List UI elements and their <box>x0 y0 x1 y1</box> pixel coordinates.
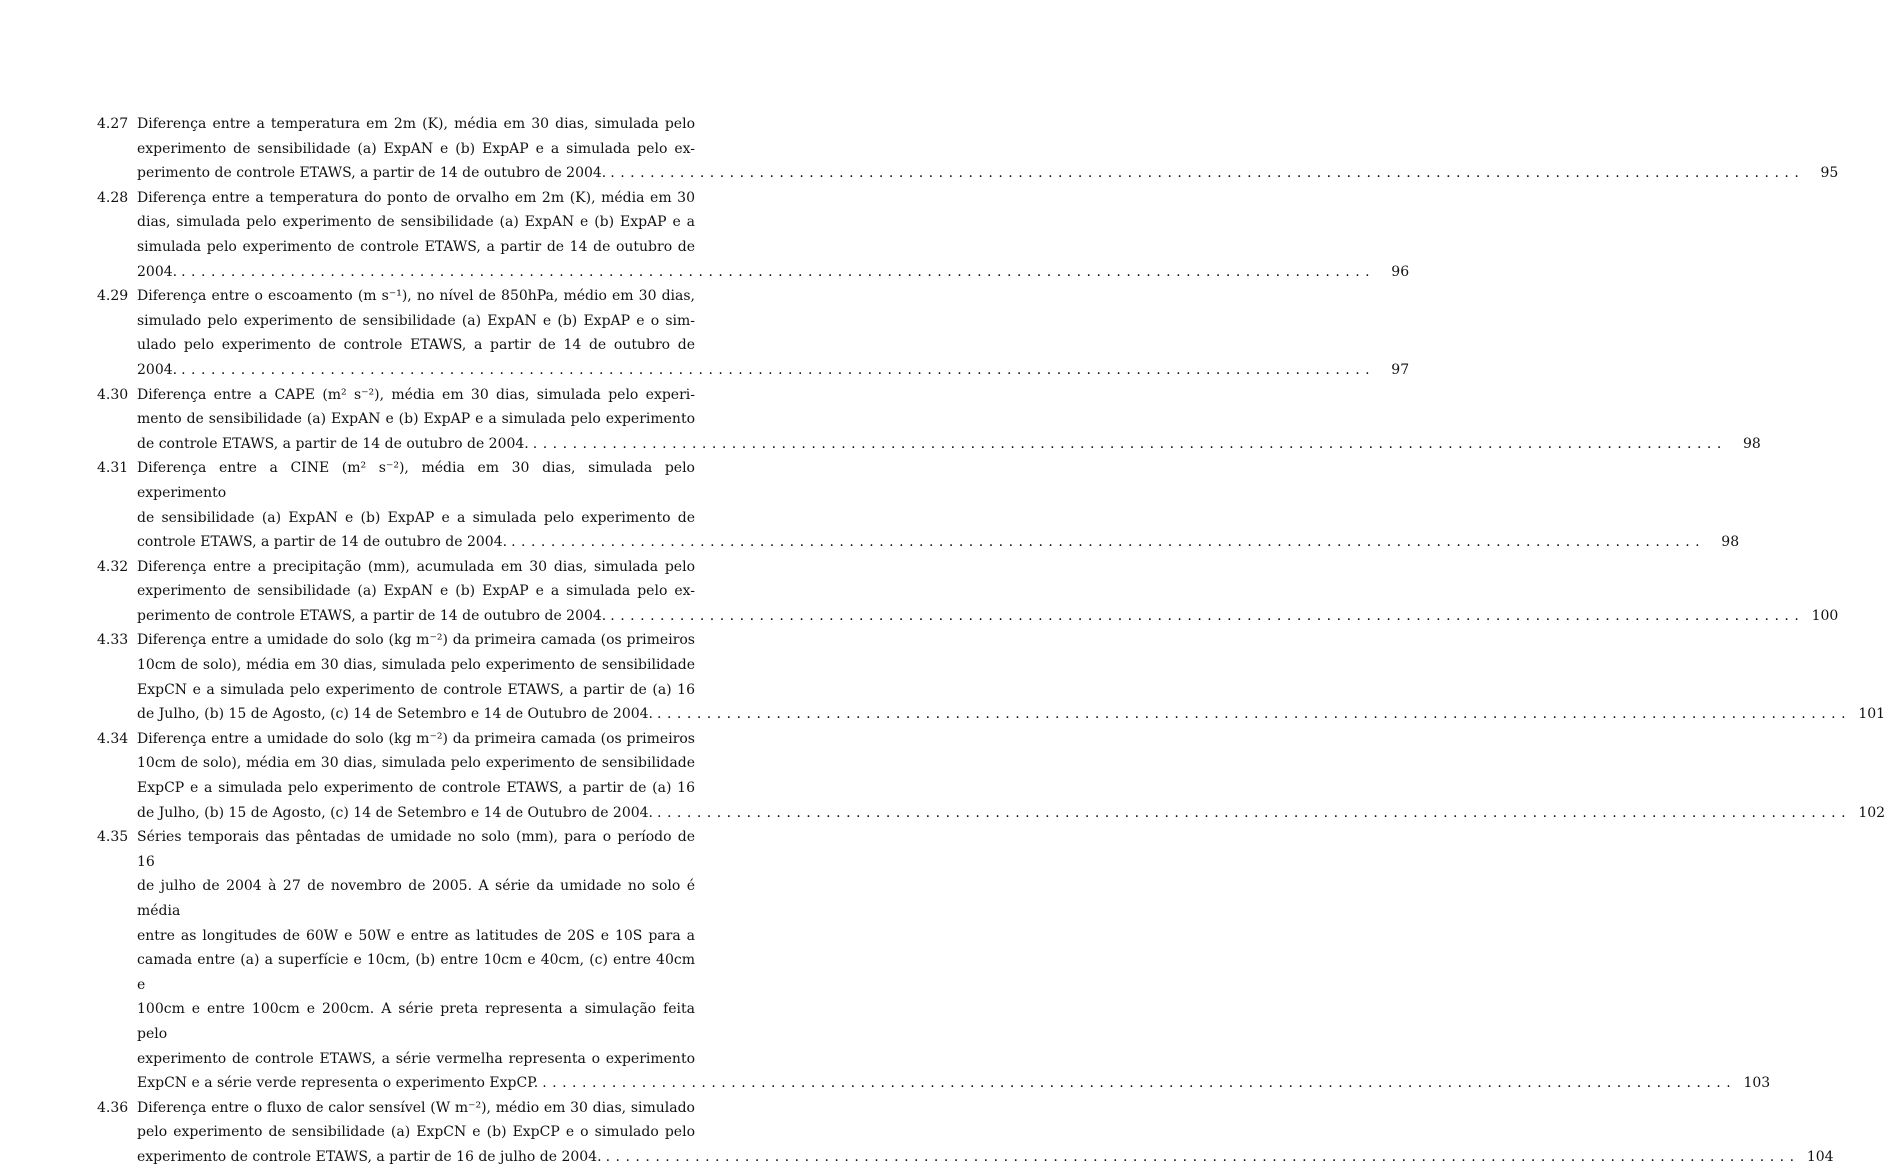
figure-number: 4.34 <box>97 730 129 747</box>
figure-entry[interactable] <box>97 727 1885 825</box>
page-number[interactable]: 95 <box>1820 165 1839 182</box>
figure-number: 4.33 <box>97 632 129 649</box>
dot-leader: ........................................................................................................................ <box>605 1148 1800 1165</box>
caption-line: controle ETAWS, a partir de 14 de outubro de 2004. <box>137 534 508 551</box>
caption-line: camada entre (a) a superfície e 10cm, (b) entre 10cm e 40cm, (c) entre 40cm e <box>137 952 695 993</box>
page-number[interactable]: 101 <box>1858 706 1885 723</box>
caption-line: entre as longitudes de 60W e 50W e entre as latitudes de 20S e 10S para a <box>137 927 695 944</box>
caption-line: Diferença entre o fluxo de calor sensível (W m⁻²), médio em 30 dias, simulado <box>137 1099 695 1116</box>
list-of-figures <box>97 112 1885 1170</box>
caption-line: Séries temporais das pêntadas de umidade no solo (mm), para o período de 16 <box>137 829 695 870</box>
page-number[interactable]: 98 <box>1742 435 1761 452</box>
caption-line: experimento de sensibilidade (a) ExpAN e (b) ExpAP e a simulada pelo ex- <box>137 583 695 600</box>
dot-leader: ........................................................................................................................ <box>657 804 1852 821</box>
caption-line: Diferença entre a temperatura em 2m (K), média em 30 dias, simulada pelo <box>137 116 695 132</box>
dot-leader: ........................................................................................................................ <box>511 534 1706 551</box>
dot-leader: ........................................................................................................................ <box>532 435 1727 452</box>
figure-caption <box>137 112 1839 186</box>
figure-number: 4.31 <box>97 460 129 477</box>
figure-caption <box>137 555 1839 629</box>
figure-entry[interactable] <box>97 825 1771 1096</box>
figure-entry[interactable] <box>97 112 1839 186</box>
caption-line: de Julho, (b) 15 de Agosto, (c) 14 de Setembro e 14 de Outubro de 2004. <box>137 706 654 723</box>
figure-entry[interactable] <box>97 628 1885 726</box>
caption-line: 10cm de solo), média em 30 dias, simulada pelo experimento de sensibilidade <box>137 755 695 772</box>
caption-line: Diferença entre a CINE (m² s⁻²), média em 30 dias, simulada pelo experimento <box>137 460 695 501</box>
figure-entry[interactable] <box>97 456 1740 554</box>
caption-line: simulado pelo experimento de sensibilidade (a) ExpAN e (b) ExpAP e o sim- <box>137 312 695 329</box>
caption-line: de sensibilidade (a) ExpAN e (b) ExpAP e a simulada pelo experimento de <box>137 509 695 526</box>
page-number[interactable]: 98 <box>1721 534 1740 551</box>
caption-line: Diferença entre a temperatura do ponto de orvalho em 2m (K), média em 30 <box>137 189 695 206</box>
caption-line: Diferença entre a CAPE (m² s⁻²), média em 30 dias, simulada pelo experi- <box>137 386 695 403</box>
figure-number: 4.36 <box>97 1099 129 1116</box>
dot-leader: ........................................................................................................................ <box>181 361 1376 378</box>
page-number[interactable]: 103 <box>1743 1075 1771 1092</box>
caption-line: Diferença entre a umidade do solo (kg m⁻²) da primeira camada (os primeiros <box>137 730 695 747</box>
caption-line: ExpCP e a simulada pelo experimento de controle ETAWS, a partir de (a) 16 <box>137 780 695 797</box>
figure-entry[interactable] <box>97 284 1410 382</box>
caption-line: experimento de controle ETAWS, a série vermelha representa o experimento <box>137 1050 695 1067</box>
caption-line: experimento de sensibilidade (a) ExpAN e (b) ExpAP e a simulada pelo ex- <box>137 140 695 157</box>
figure-caption <box>137 456 1740 554</box>
page-number[interactable]: 100 <box>1811 607 1839 624</box>
caption-line: perimento de controle ETAWS, a partir de 14 de outubro de 2004. <box>137 165 607 182</box>
caption-line: simulada pelo experimento de controle ETAWS, a partir de 14 de outubro de <box>137 238 695 255</box>
caption-line: mento de sensibilidade (a) ExpAN e (b) ExpAP e a simulada pelo experimento <box>137 411 695 428</box>
figure-caption <box>137 383 1761 457</box>
figure-number: 4.30 <box>97 386 129 403</box>
caption-line: Diferença entre o escoamento (m s⁻¹), no nível de 850hPa, médio em 30 dias, <box>137 288 695 305</box>
caption-line: de julho de 2004 à 27 de novembro de 2005. A série da umidade no solo é média <box>137 878 695 919</box>
caption-line: pelo experimento de sensibilidade (a) ExpCN e (b) ExpCP e o simulado pelo <box>137 1124 695 1141</box>
figure-entry[interactable] <box>97 1096 1834 1170</box>
figure-number: 4.29 <box>97 288 129 305</box>
caption-line: experimento de controle ETAWS, a partir de 16 de julho de 2004. <box>137 1148 602 1165</box>
figure-caption <box>137 825 1771 1096</box>
figure-number: 4.27 <box>97 116 129 132</box>
figure-number: 4.28 <box>97 189 129 206</box>
caption-line: ExpCN e a série verde representa o experimento ExpCP. <box>137 1075 539 1092</box>
caption-line: Diferença entre a umidade do solo (kg m⁻²) da primeira camada (os primeiros <box>137 632 695 649</box>
dot-leader: ........................................................................................................................ <box>610 165 1805 182</box>
caption-line: dias, simulada pelo experimento de sensibilidade (a) ExpAN e (b) ExpAP e a <box>137 214 695 231</box>
caption-line: de controle ETAWS, a partir de 14 de outubro de 2004. <box>137 435 529 452</box>
figure-entry[interactable] <box>97 383 1761 457</box>
figure-caption <box>137 628 1885 726</box>
figure-number: 4.32 <box>97 558 129 575</box>
figure-entry[interactable] <box>97 555 1839 629</box>
figure-entry[interactable] <box>97 186 1410 284</box>
figure-caption <box>137 186 1410 284</box>
caption-line: 2004. <box>137 361 178 378</box>
caption-line: ulado pelo experimento de controle ETAWS, a partir de 14 de outubro de <box>137 337 695 354</box>
dot-leader: ........................................................................................................................ <box>657 706 1852 723</box>
caption-line: 100cm e entre 100cm e 200cm. A série preta representa a simulação feita pelo <box>137 1001 695 1042</box>
figure-caption <box>137 284 1410 382</box>
figure-number: 4.35 <box>97 829 129 846</box>
dot-leader: ........................................................................................................................ <box>181 263 1376 280</box>
page-number[interactable]: 104 <box>1806 1148 1834 1165</box>
caption-line: 2004. <box>137 263 178 280</box>
figure-caption <box>137 1096 1834 1170</box>
caption-line: ExpCN e a simulada pelo experimento de controle ETAWS, a partir de (a) 16 <box>137 681 695 698</box>
dot-leader: ........................................................................................................................ <box>542 1075 1737 1092</box>
page-number[interactable]: 97 <box>1391 361 1410 378</box>
dot-leader: ........................................................................................................................ <box>610 607 1805 624</box>
caption-line: Diferença entre a precipitação (mm), acumulada em 30 dias, simulada pelo <box>137 558 695 575</box>
figure-caption <box>137 727 1885 825</box>
caption-line: de Julho, (b) 15 de Agosto, (c) 14 de Setembro e 14 de Outubro de 2004. <box>137 804 654 821</box>
page-number[interactable]: 102 <box>1858 804 1885 821</box>
caption-line: 10cm de solo), média em 30 dias, simulada pelo experimento de sensibilidade <box>137 657 695 674</box>
caption-line: perimento de controle ETAWS, a partir de 14 de outubro de 2004. <box>137 607 607 624</box>
page-number[interactable]: 96 <box>1391 263 1410 280</box>
